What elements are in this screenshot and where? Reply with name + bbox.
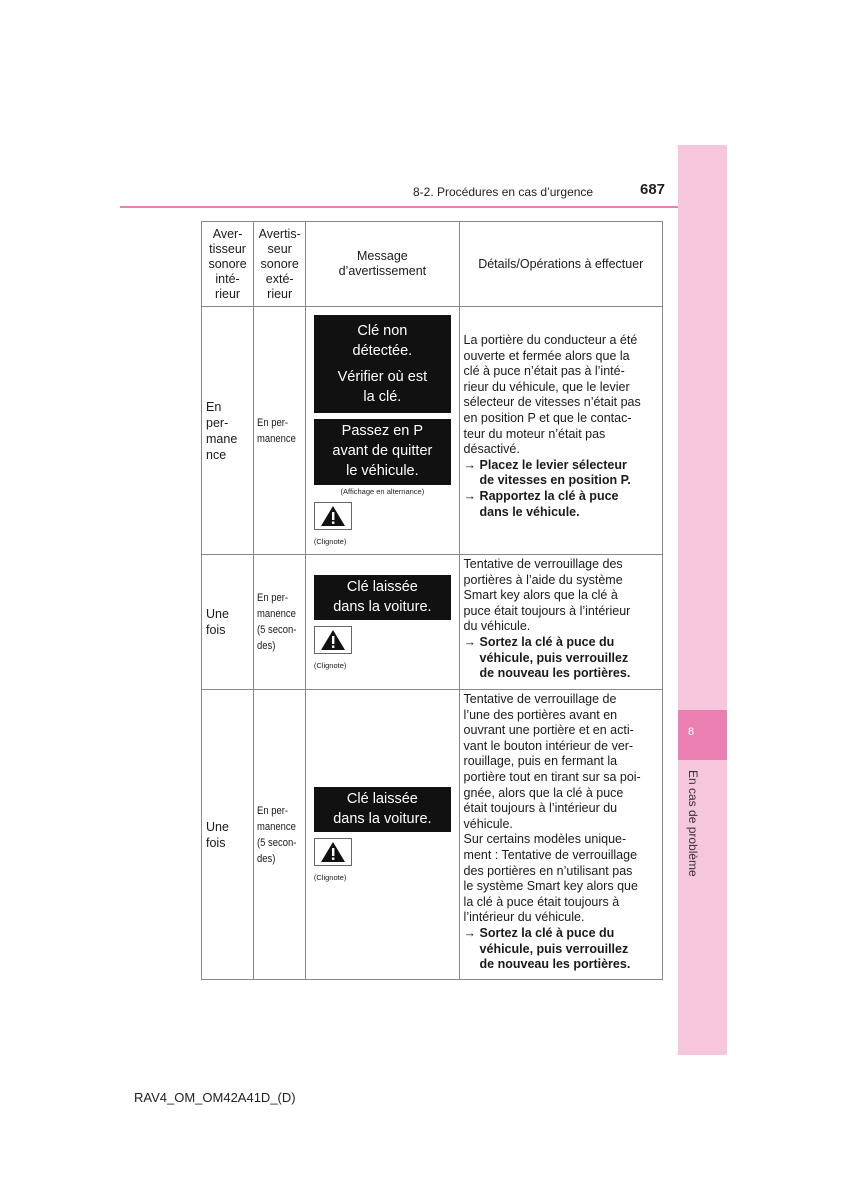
exterior-buzzer-cell: En per- manence (5 secon- des) — [254, 690, 299, 980]
display-shift-to-park: Passez en P avant de quitter le véhicule. — [314, 419, 451, 485]
warning-message-cell — [306, 307, 459, 555]
details-cell: Tentative de verrouillage de l’une des portières avant en ouvrant une portière et en acti- vant le bouton intérieur de ver- rouillage, puis en fermant la portière tout en tirant sur sa poi- gnée, alors que la clé à puce était toujours à l’intérieur du véhicule. Sur certains modèles unique- ment : Tentative de verrouillage des portières en n’utilisant pas le système Smart key alors que la clé à puce était toujours à l’intérieur du véhicule. → Sortez la clé à puce du véhicule, puis verrouillez de nouveau les portières. — [459, 690, 662, 980]
chapter-number-box — [678, 710, 727, 760]
table-row — [202, 307, 663, 555]
table-row — [202, 690, 663, 980]
action-item: → Sortez la clé à puce du véhicule, puis verrouillez de nouveau les portières. — [463, 925, 631, 972]
warning-message-cell — [306, 555, 459, 690]
header-rule — [120, 206, 678, 208]
warning-triangle-icon — [314, 626, 352, 654]
arrow-icon: → — [463, 457, 477, 472]
interior-buzzer-cell: Une fois — [202, 555, 254, 690]
chapter-title: En cas de problème — [686, 770, 700, 877]
page-number: 687 — [640, 181, 666, 198]
action-item: → Rapportez la clé à puce dans le véhicule. — [463, 488, 619, 519]
details-cell: Tentative de verrouillage des portières à l’aide du système Smart key alors que la clé à puce était toujours à l’intérieur du véhicule. → Sortez la clé à puce du véhicule, puis verrouillez de nouveau les portières. — [459, 555, 662, 690]
display-key-not-detected: Clé non détectée. Vérifier où est la clé. — [314, 315, 451, 413]
warning-triangle-icon — [314, 502, 352, 530]
arrow-icon: → — [463, 488, 477, 503]
header-warning-message: Message d’avertissement — [306, 222, 459, 307]
header-interior-buzzer: Aver- tisseur sonore inté- rieur — [202, 222, 254, 307]
action-item: → Sortez la clé à puce du véhicule, puis verrouillez de nouveau les portières. — [463, 634, 631, 681]
arrow-icon: → — [463, 925, 477, 940]
action-item: → Placez le levier sélecteur de vitesses en position P. — [463, 457, 631, 488]
display-key-left-in-car: Clé laissée dans la voiture. — [314, 787, 451, 832]
section-title: 8-2. Procédures en cas d’urgence — [413, 185, 594, 199]
blink-note: (Clignote) — [313, 873, 347, 882]
interior-buzzer-cell: En per- mane nce — [202, 307, 254, 555]
warning-triangle-icon — [314, 838, 352, 866]
interior-buzzer-cell: Une fois — [202, 690, 254, 980]
alternate-display-note: (Affichage en alternance) — [340, 487, 425, 496]
warning-table — [201, 221, 663, 980]
blink-note: (Clignote) — [313, 660, 347, 670]
exterior-buzzer-cell: En per- manence — [254, 307, 299, 555]
header-details: Détails/Opérations à effectuer — [459, 222, 662, 307]
details-cell: La portière du conducteur a été ouverte et fermée alors que la clé à puce n’était pas à l’inté- rieur du véhicule, que le levier sélecteur de vitesses n’était pas en position P et que le contac- teur du moteur n’était pas désactivé. → Placez le levier sélecteur de vitesses en position P. → Rapportez la clé à puce dans le véhicule. — [459, 307, 662, 555]
display-key-left-in-car: Clé laissée dans la voiture. — [314, 575, 451, 620]
header-exterior-buzzer: Avertis- seur sonore exté- rieur — [254, 222, 306, 307]
footer-code: RAV4_OM_OM42A41D_(D) — [134, 1090, 296, 1105]
blink-note: (Clignote) — [313, 537, 347, 546]
chapter-side-tab — [678, 145, 727, 1055]
table-row — [202, 555, 663, 690]
warning-message-cell — [306, 690, 459, 980]
arrow-icon: → — [463, 634, 477, 649]
table-header-row — [202, 222, 663, 307]
chapter-number: 8 — [688, 726, 695, 738]
exterior-buzzer-cell: En per- manence (5 secon- des) — [254, 555, 299, 690]
